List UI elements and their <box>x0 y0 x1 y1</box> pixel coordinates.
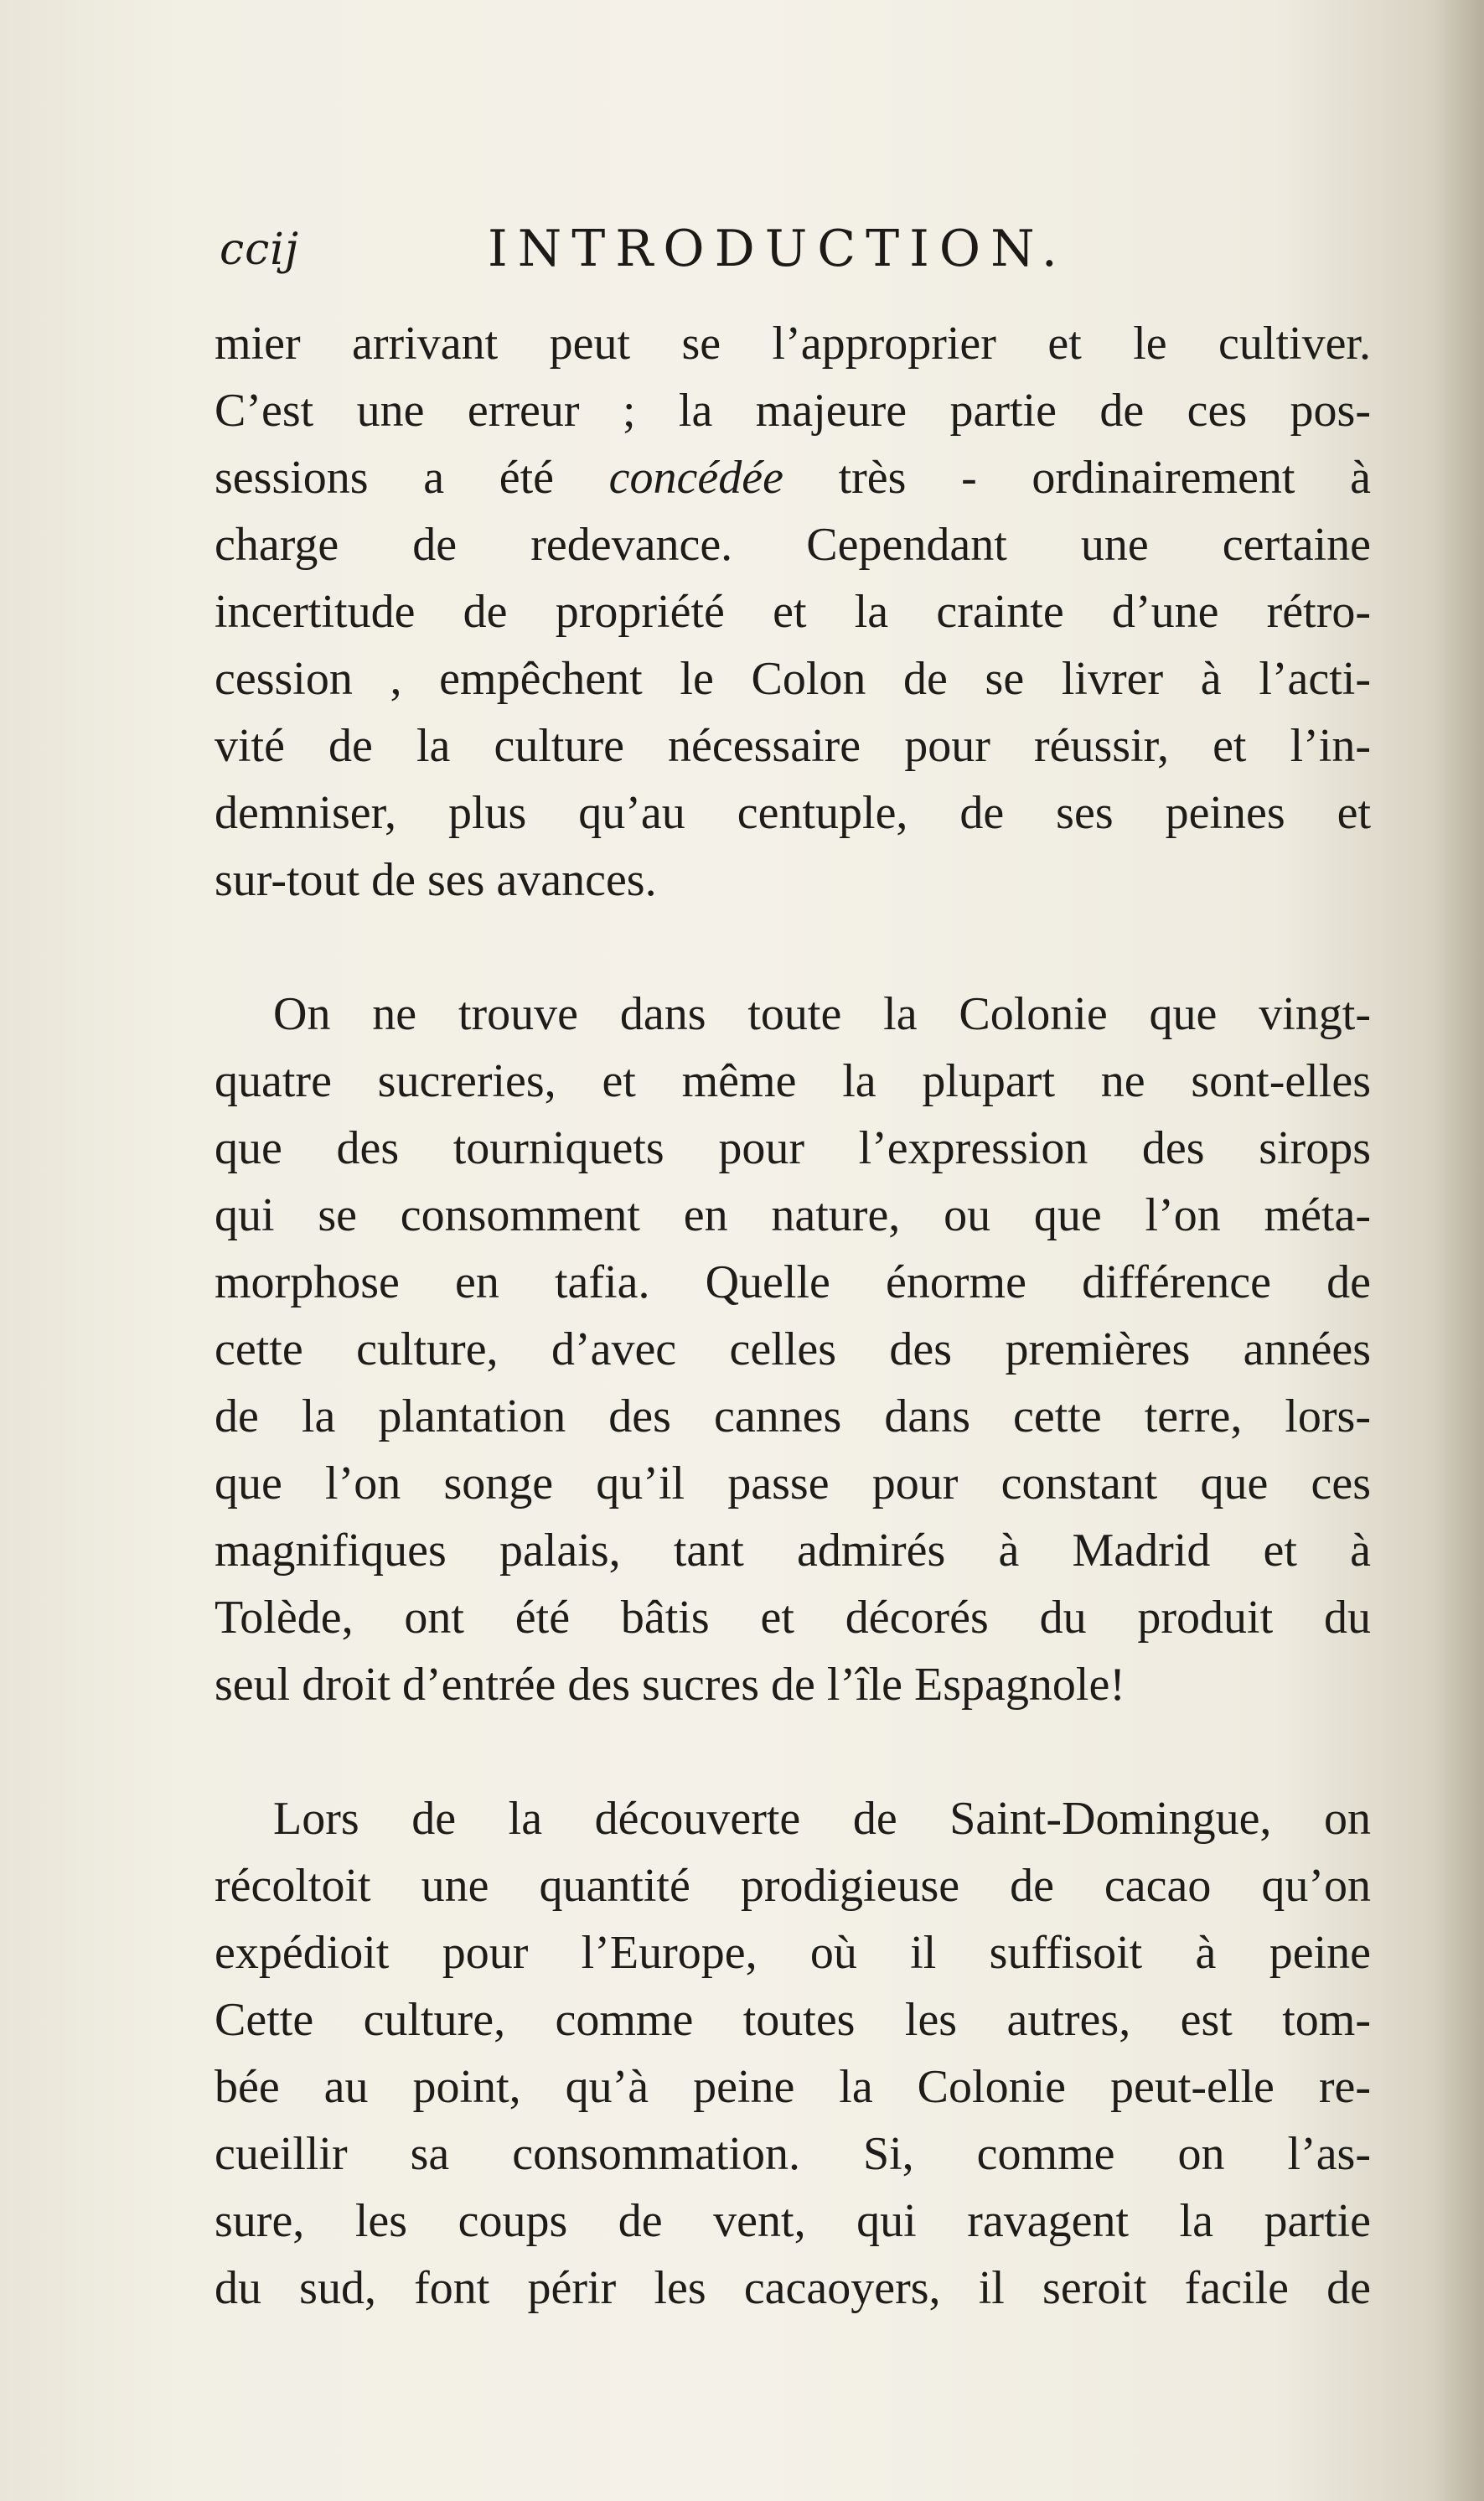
text-line: incertitude de propriété et la crainte d’une rétro- <box>215 586 1371 638</box>
page-number: ccij <box>220 225 299 275</box>
text-line: On ne trouve dans toute la Colonie que vingt- <box>273 988 1371 1040</box>
text-line: Tolède, ont été bâtis et décorés du produit du <box>215 1592 1371 1644</box>
text-line: qui se consomment en nature, ou que l’on méta- <box>215 1189 1371 1241</box>
paragraph-3 <box>215 1785 1371 2322</box>
text-line: que des tourniquets pour l’expression des sirops <box>215 1122 1371 1174</box>
text-line: demniser, plus qu’au centuple, de ses peines et <box>215 787 1371 839</box>
text-line: C’est une erreur ; la majeure partie de ces pos- <box>215 385 1371 437</box>
text-line: sur-tout de ses avances. <box>215 854 657 906</box>
text-line: Lors de la découverte de Saint-Domingue, on <box>273 1793 1371 1845</box>
text-line: seul droit d’entrée des sucres de l’île Espagnole! <box>215 1659 1125 1711</box>
text-line: cession , empêchent le Colon de se livrer à l’acti- <box>215 653 1371 705</box>
text-line: récoltoit une quantité prodigieuse de cacao qu’on <box>215 1860 1371 1912</box>
text-line: que l’on songe qu’il passe pour constant que ces <box>215 1458 1371 1509</box>
text-line: expédioit pour l’Europe, où il suffisoit à peine <box>215 1927 1371 1979</box>
page-header <box>220 220 1141 287</box>
text-line: sessions a été concédée très - ordinairement à <box>215 452 1371 504</box>
text-line: bée au point, qu’à peine la Colonie peut-elle re- <box>215 2061 1371 2113</box>
text-line: vité de la culture nécessaire pour réussir, et l’in- <box>215 720 1371 772</box>
text-line: cueillir sa consommation. Si, comme on l’as- <box>215 2128 1371 2180</box>
paragraph-1 <box>215 310 1371 914</box>
italic-word: concédée <box>608 452 783 504</box>
text-line: mier arrivant peut se l’approprier et le cultiver. <box>215 318 1371 370</box>
text-line: charge de redevance. Cependant une certaine <box>215 519 1371 571</box>
text-line: cette culture, d’avec celles des premières années <box>215 1323 1371 1375</box>
text-line: quatre sucreries, et même la plupart ne sont-elles <box>215 1055 1371 1107</box>
text-line: du sud, font périr les cacaoyers, il seroit facile de <box>215 2262 1371 2314</box>
text-line: Cette culture, comme toutes les autres, est tom- <box>215 1994 1371 2046</box>
text-line: magnifiques palais, tant admirés à Madrid et à <box>215 1525 1371 1577</box>
body-text <box>215 310 1371 2322</box>
running-title: INTRODUCTION. <box>488 220 1068 278</box>
text-line: sure, les coups de vent, qui ravagent la partie <box>215 2195 1371 2247</box>
paragraph-2 <box>215 981 1371 1718</box>
text-line: morphose en tafia. Quelle énorme différence de <box>215 1256 1371 1308</box>
page-edge-shadow <box>1434 0 1484 2501</box>
paragraph-gap <box>215 1718 1371 1785</box>
paragraph-gap <box>215 914 1371 981</box>
text-line: de la plantation des cannes dans cette terre, lors- <box>215 1390 1371 1442</box>
